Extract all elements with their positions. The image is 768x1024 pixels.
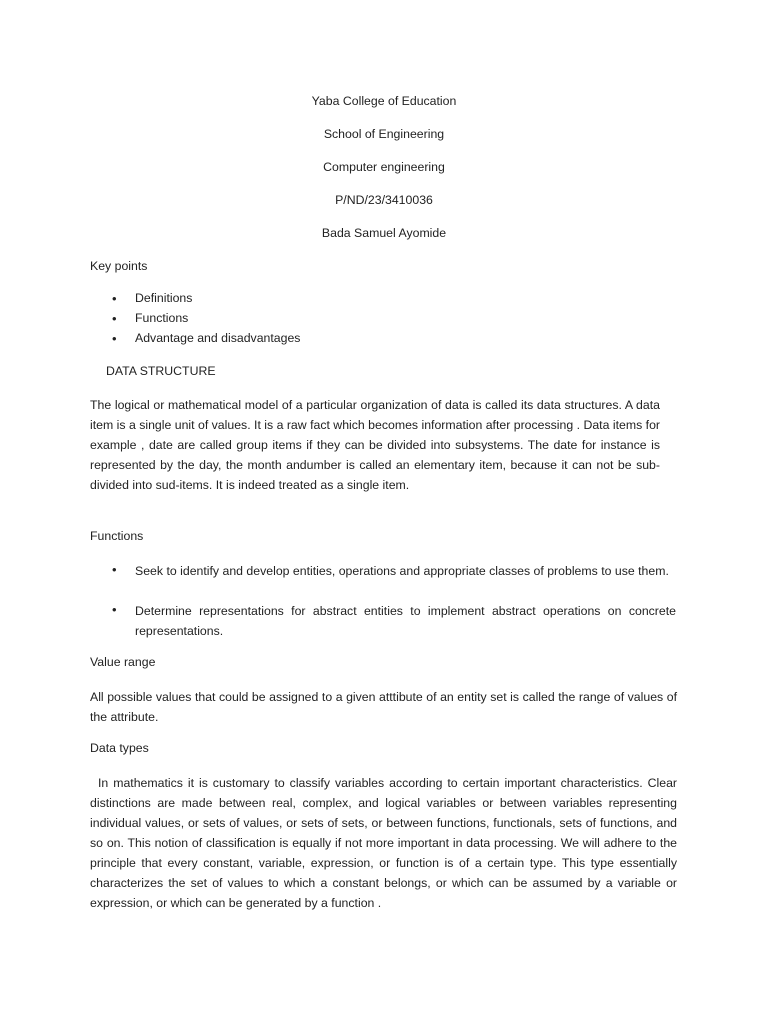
bullet-icon: • xyxy=(112,311,117,326)
student-name: Bada Samuel Ayomide xyxy=(321,226,447,240)
bullet-icon: • xyxy=(112,562,117,577)
functions-heading: Functions xyxy=(90,529,144,543)
data-structure-paragraph: The logical or mathematical model of a particular organization of data is called its data structures. A data item is a single unit of values. It is a raw fact which becomes information after processing . Data items for example , date are called group items if they can be divided into subsystems. The date for instance is represented by the day, the month andumber is called an elementary item, because it can not be sub-divided into sud-items. It is indeed treated as a single item. xyxy=(90,398,660,492)
function-item-1: Seek to identify and develop entities, operations and appropriate classes of problems to use them. xyxy=(135,564,669,578)
value-range-paragraph: All possible values that could be assigned to a given atttibute of an entity set is called the range of values of the attribute. xyxy=(90,690,677,724)
key-point-text: Definitions xyxy=(135,291,193,305)
bullet-icon: • xyxy=(112,331,117,346)
data-types-paragraph: In mathematics it is customary to classify variables according to certain important characteristics. Clear distinctions are made between real, complex, and logical variables or between variables representing individual values, or sets of values, or sets of sets, or between functions, functionals, sets of functions, and so on. This notion of classification is equally if not more important in data processing. We will adhere to the principle that every constant, variable, expression, or function is of a certain type. This type essentially characterizes the set of values to which a constant belongs, or which can be assumed by a variable or expression, or which can be generated by a function . xyxy=(90,776,677,910)
bullet-icon: • xyxy=(112,291,117,306)
function-item-2: Determine representations for abstract entities to implement abstract operations on concrete representations. xyxy=(135,604,676,638)
institution-name: Yaba College of Education xyxy=(311,94,457,108)
school-name: School of Engineering xyxy=(323,127,445,141)
department-name: Computer engineering xyxy=(323,160,445,174)
value-range-heading: Value range xyxy=(90,655,156,669)
key-point-text: Advantage and disadvantages xyxy=(135,331,301,345)
key-points-heading: Key points xyxy=(90,259,148,273)
data-types-heading: Data types xyxy=(90,741,149,755)
data-structure-heading: DATA STRUCTURE xyxy=(106,364,216,378)
bullet-icon: • xyxy=(112,602,117,617)
matric-number: P/ND/23/3410036 xyxy=(335,193,433,207)
key-point-text: Functions xyxy=(135,311,189,325)
